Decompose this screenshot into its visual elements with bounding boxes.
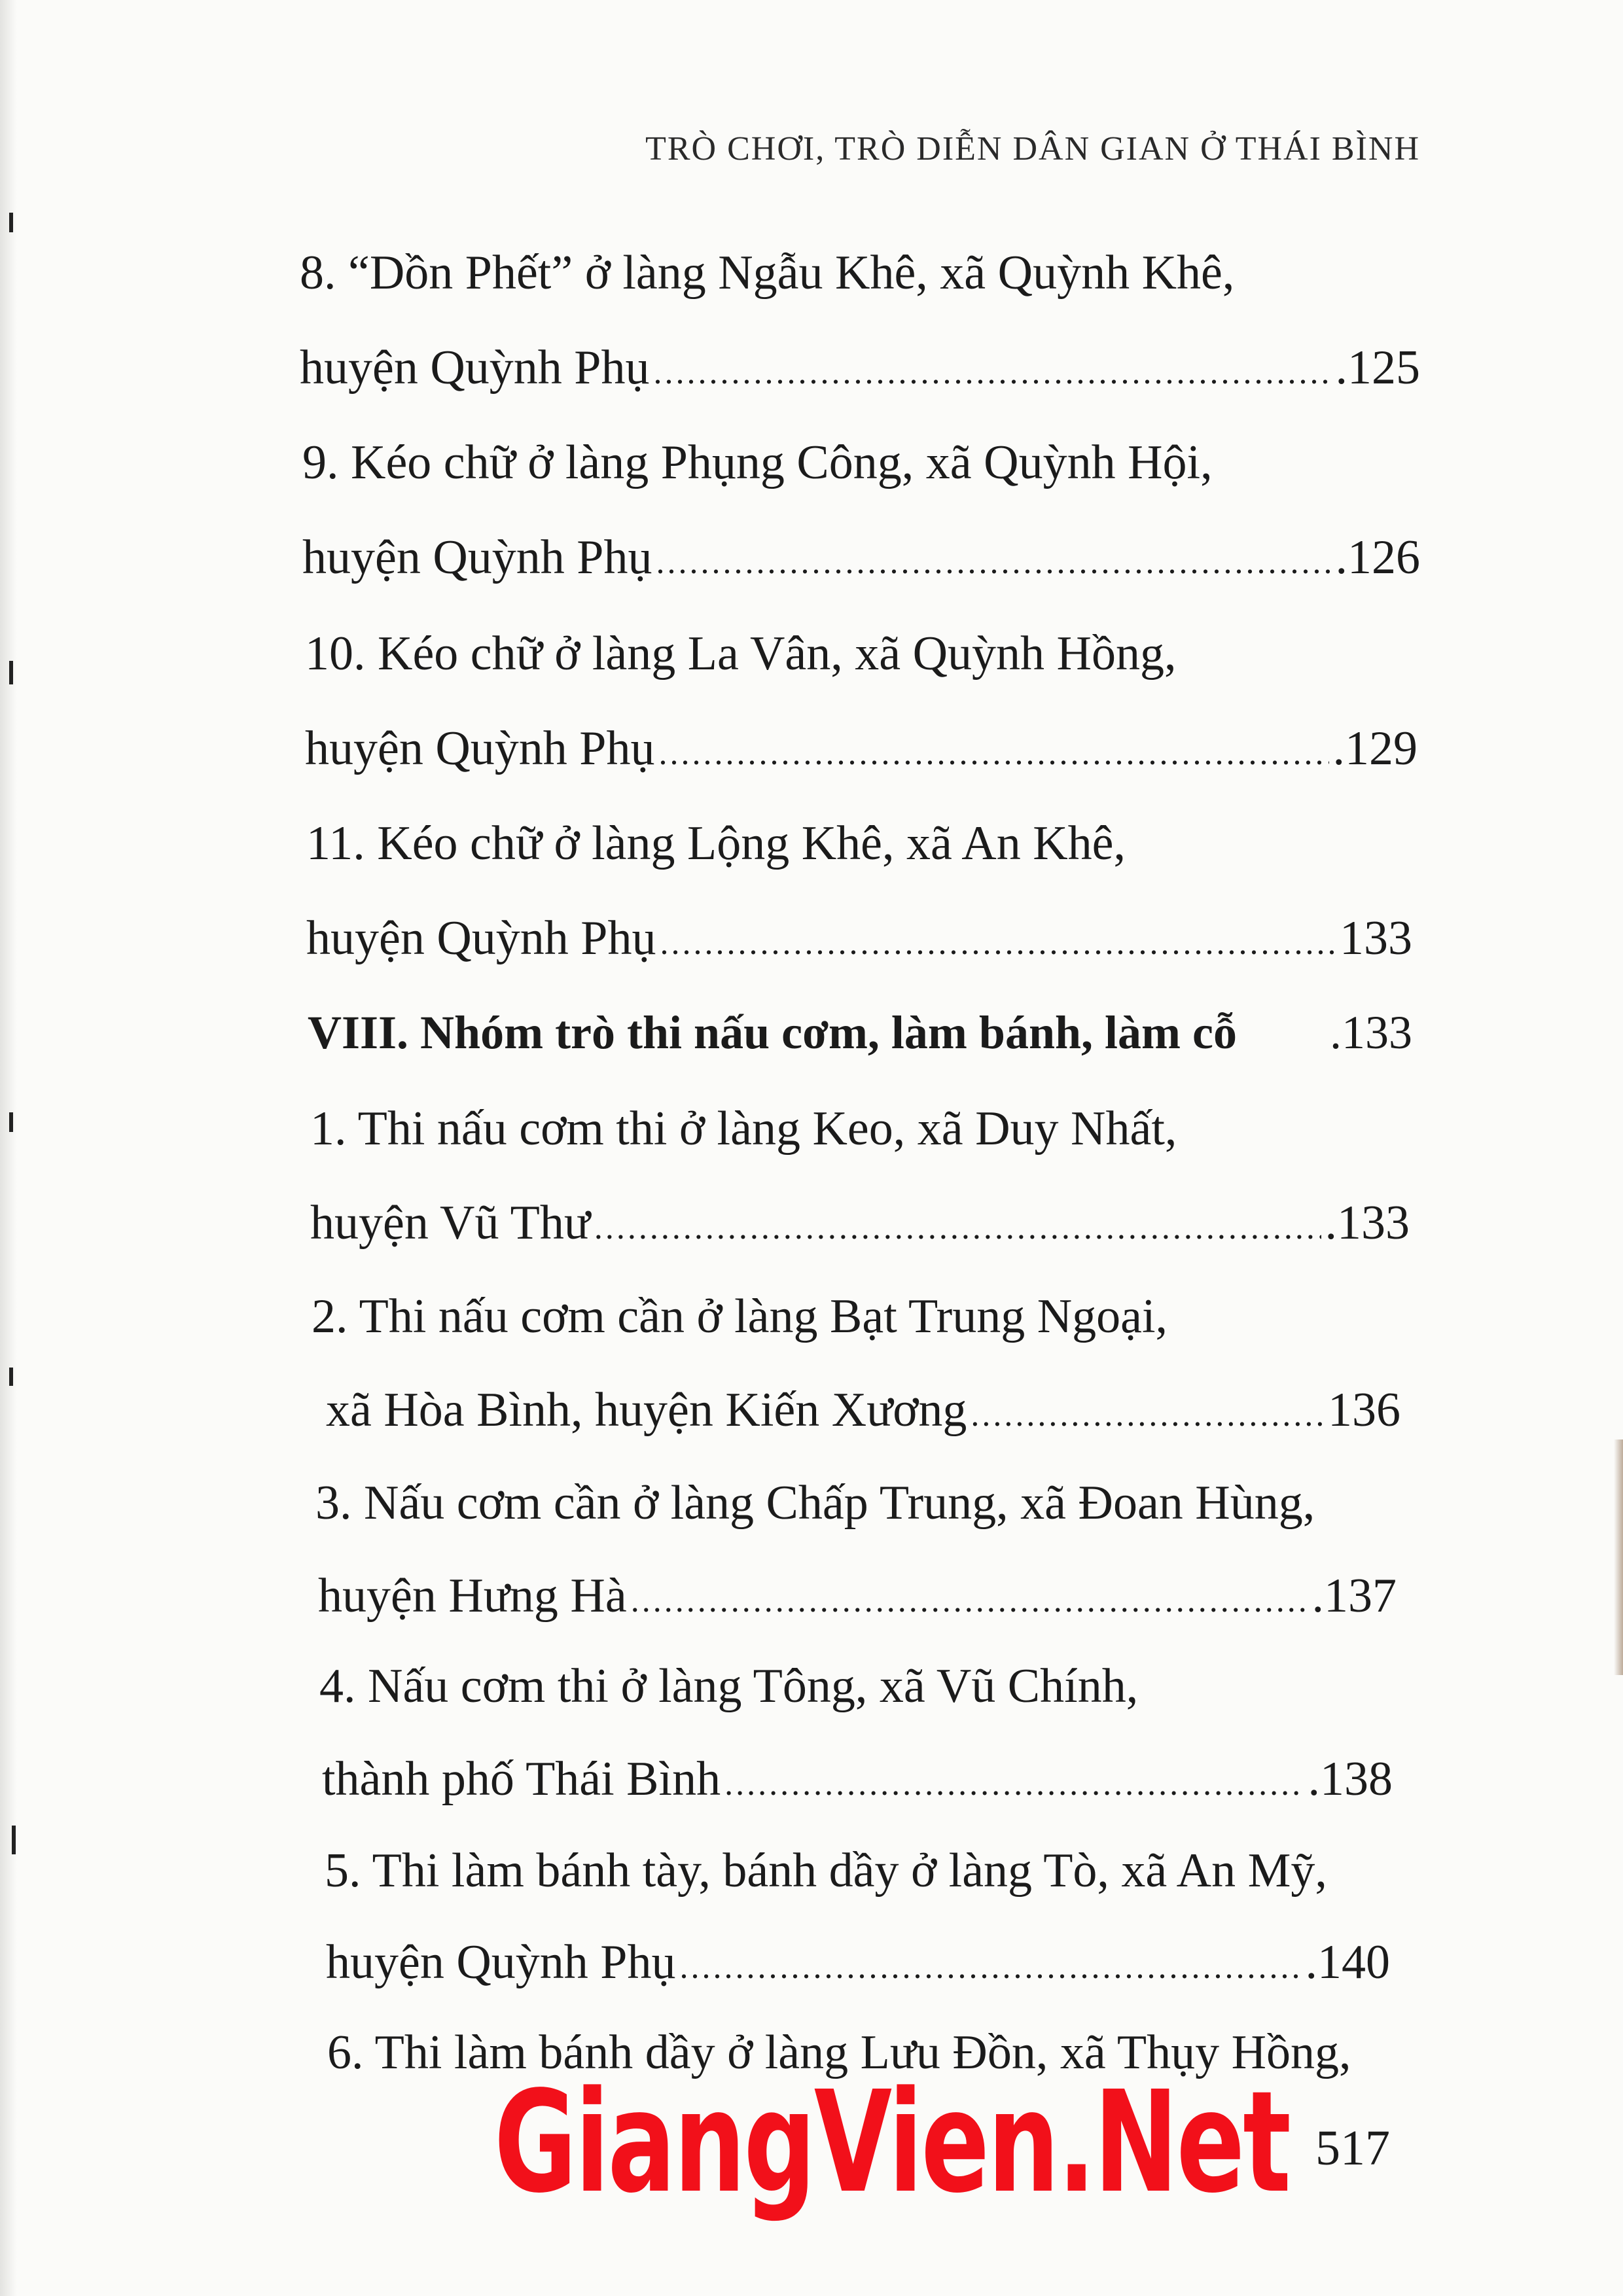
toc-entry-11-title: 11. Kéo chữ ở làng Lộng Khê, xã An Khê, xyxy=(306,817,1126,870)
page-ref: 133 xyxy=(1340,911,1412,965)
toc-entry-8-title: 8. “Dồn Phết” ở làng Ngẫu Khê, xã Quỳnh Khê, xyxy=(300,246,1235,300)
page-ref: .133 xyxy=(1325,1196,1410,1250)
toc-section-heading: VIII. Nhóm trò thi nấu cơm, làm bánh, làm cỗ .133 xyxy=(308,1006,1412,1059)
scan-mark xyxy=(12,1826,16,1854)
page-ref: .125 xyxy=(1335,341,1420,395)
leader-dots xyxy=(656,546,1331,580)
binding-shadow xyxy=(1614,1439,1623,1675)
watermark-logo: GiangVien.Net xyxy=(494,2061,1289,2224)
toc-entry-8-locality: huyện Quỳnh Phụ ..... .125 xyxy=(300,344,1420,392)
page-ref: .137 xyxy=(1311,1569,1397,1623)
page-number: 517 xyxy=(1315,2121,1390,2176)
leader-dots xyxy=(679,1951,1301,1985)
scan-mark xyxy=(9,1112,13,1132)
page-ref: .140 xyxy=(1305,1935,1390,1989)
toc-subentry-3-title: 3. Nấu cơm cần ở làng Chấp Trung, xã Đoan Hùng, xyxy=(315,1476,1315,1530)
page-ref: .138 xyxy=(1308,1752,1393,1806)
toc-subentry-5-locality: huyện Quỳnh Phụ ..... .140 xyxy=(326,1938,1390,1987)
toc-subentry-2-title: 2. Thi nấu cơm cần ở làng Bạt Trung Ngoại, xyxy=(312,1290,1168,1343)
toc-entry-9-title: 9. Kéo chữ ở làng Phụng Công, xã Quỳnh Hội, xyxy=(302,436,1213,489)
toc-entry-10-title: 10. Kéo chữ ở làng La Vân, xã Quỳnh Hồng, xyxy=(305,627,1177,680)
scan-mark xyxy=(9,1368,13,1386)
toc-subentry-1-title: 1. Thi nấu cơm thi ở làng Keo, xã Duy Nhất, xyxy=(310,1102,1177,1156)
page-ref: 136 xyxy=(1328,1383,1400,1437)
leader-dots xyxy=(724,1767,1304,1801)
scan-mark xyxy=(9,661,13,684)
page-ref: .126 xyxy=(1335,531,1420,584)
page-edge-shadow xyxy=(0,0,17,2296)
toc-subentry-1-locality: huyện Vũ Thư ..... .133 xyxy=(310,1199,1410,1247)
running-header: TRÒ CHƠI, TRÒ DIỄN DÂN GIAN Ở THÁI BÌNH xyxy=(645,130,1420,168)
leader-dots xyxy=(594,1211,1321,1245)
leader-dots xyxy=(658,737,1329,771)
toc-subentry-6-title: 6. Thi làm bánh dầy ở làng Lưu Đồn, xã Thụy Hồng, xyxy=(327,2026,1351,2079)
toc-entry-9-locality: huyện Quỳnh Phụ ..... .126 xyxy=(302,533,1420,582)
page-ref: .129 xyxy=(1332,722,1418,775)
toc-subentry-2-locality: xã Hòa Bình, huyện Kiến Xương ..... 136 xyxy=(326,1386,1400,1434)
toc-subentry-4-title: 4. Nấu cơm thi ở làng Tông, xã Vũ Chính, xyxy=(319,1659,1139,1713)
page-ref: .133 xyxy=(1330,1006,1412,1059)
leader-dots xyxy=(660,927,1336,961)
toc-subentry-5-title: 5. Thi làm bánh tày, bánh dầy ở làng Tò, xã An Mỹ, xyxy=(325,1844,1327,1898)
toc-subentry-3-locality: huyện Hưng Hà ..... .137 xyxy=(318,1572,1397,1620)
leader-dots xyxy=(971,1398,1324,1432)
leader-dots xyxy=(653,356,1331,390)
leader-dots xyxy=(631,1584,1308,1618)
toc-entry-10-locality: huyện Quỳnh Phụ ..... .129 xyxy=(305,724,1418,773)
toc-subentry-4-locality: thành phố Thái Bình ..... .138 xyxy=(322,1755,1393,1803)
toc-entry-11-locality: huyện Quỳnh Phụ ..... 133 xyxy=(306,914,1412,963)
scan-mark xyxy=(9,213,13,232)
